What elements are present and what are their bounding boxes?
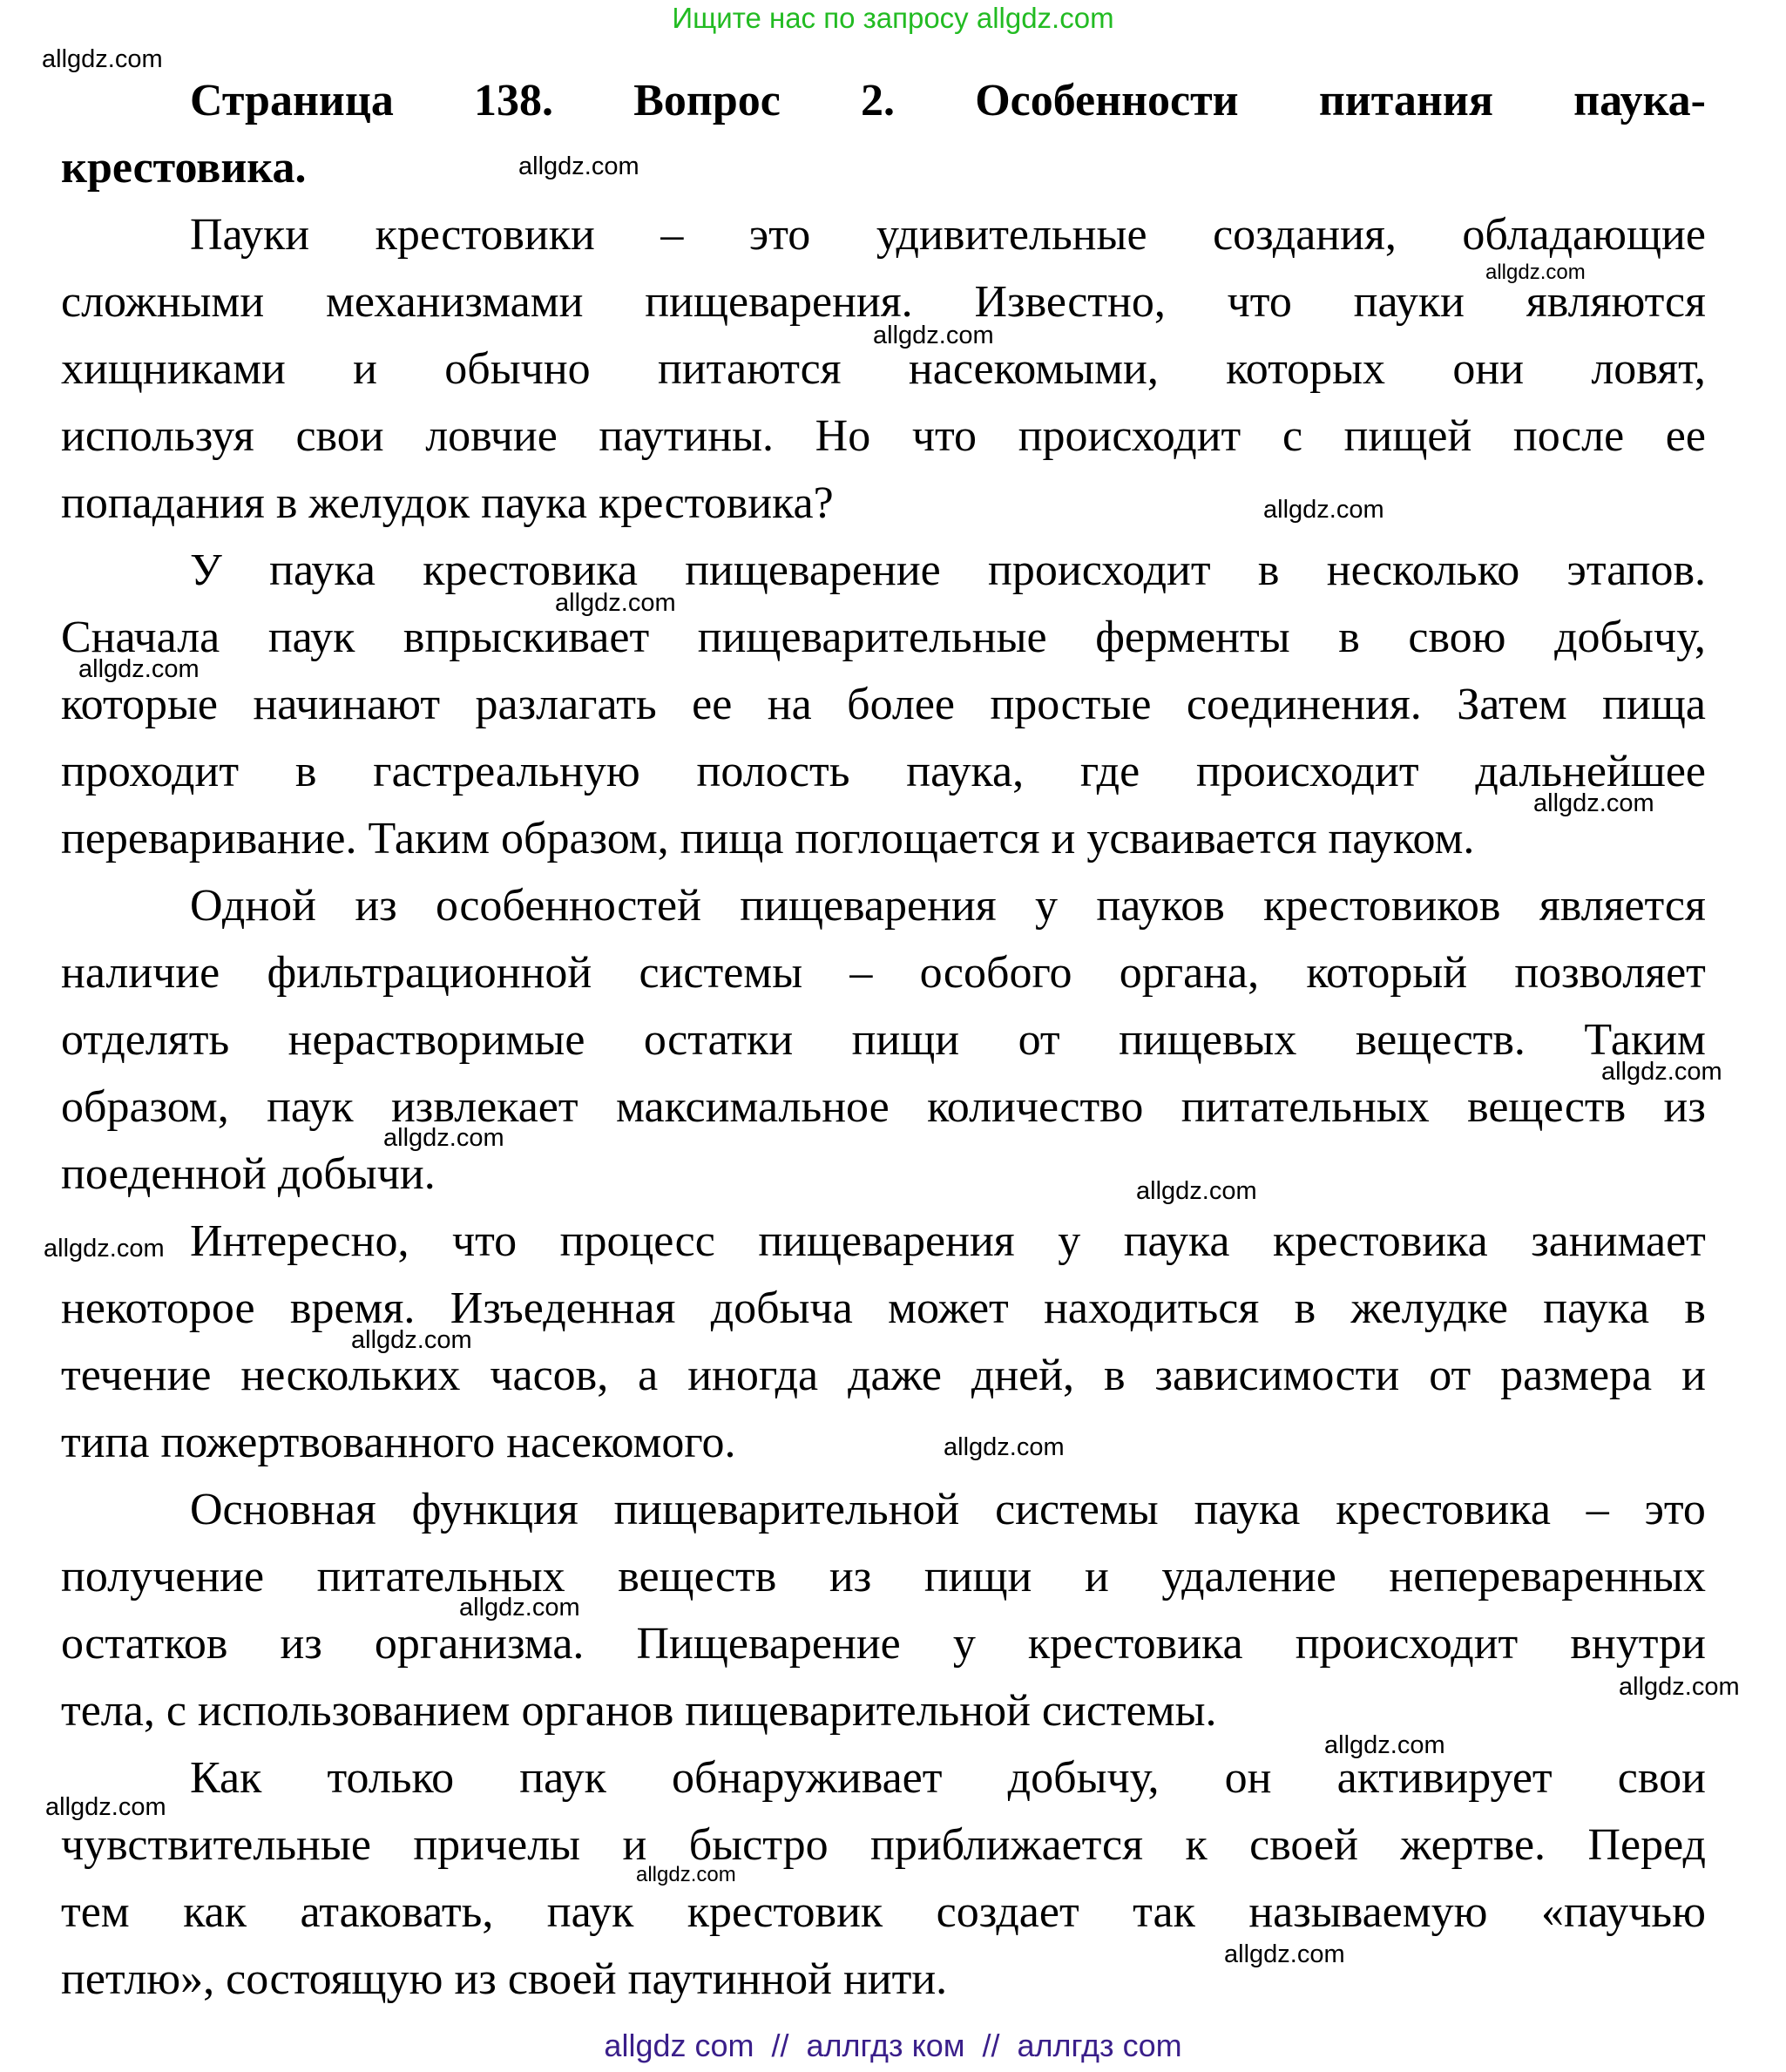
text-line xyxy=(61,403,1706,470)
word: он xyxy=(1224,1753,1272,1803)
word: из xyxy=(1663,1082,1706,1132)
word: петлю», состоящую из своей паутинной нити. xyxy=(61,1954,948,2004)
word: нерастворимые xyxy=(288,1015,585,1065)
word: Изъеденная xyxy=(450,1283,676,1333)
text-line xyxy=(61,1006,1706,1073)
word: даже xyxy=(848,1351,942,1400)
word: ее xyxy=(692,680,733,729)
text-line xyxy=(61,1811,1706,1879)
word: пищеварения xyxy=(758,1216,1015,1266)
word: своей xyxy=(1249,1820,1358,1870)
text-line xyxy=(61,1610,1706,1677)
word: особенностей xyxy=(436,881,701,931)
watermark: allgdz.com xyxy=(518,152,639,180)
word: попадания в желудок паука крестовика? xyxy=(61,478,834,528)
word: из xyxy=(280,1619,322,1669)
top-banner: Ищите нас по запросу allgdz.com xyxy=(672,2,1114,34)
word: и xyxy=(1681,1351,1706,1400)
word: несколько xyxy=(1326,545,1520,595)
word: а xyxy=(638,1351,659,1400)
word: занимает xyxy=(1531,1216,1706,1266)
word: механизмами xyxy=(325,277,584,327)
text-line xyxy=(61,470,1706,537)
word: Пищеварение xyxy=(636,1619,901,1669)
word: паук xyxy=(267,1082,354,1132)
word: «паучью xyxy=(1540,1887,1706,1937)
word: поеденной добычи. xyxy=(61,1149,436,1199)
text-line xyxy=(61,1543,1706,1610)
word: происходит xyxy=(1195,747,1419,796)
text-line xyxy=(61,1677,1706,1744)
watermark: allgdz.com xyxy=(44,1235,165,1263)
word: обычно xyxy=(444,344,591,394)
word: пищи xyxy=(851,1015,960,1065)
watermark: allgdz.com xyxy=(1485,261,1586,284)
word: из xyxy=(829,1552,872,1601)
word: веществ. xyxy=(1355,1015,1526,1065)
text-line xyxy=(61,537,1706,604)
word: создания, xyxy=(1213,210,1397,260)
word: свои xyxy=(1617,1753,1706,1803)
word: – xyxy=(849,948,873,998)
word: пищи xyxy=(923,1552,1032,1601)
word: они xyxy=(1452,344,1525,394)
word: приближается xyxy=(869,1820,1144,1870)
word: происходит xyxy=(1295,1619,1519,1669)
word: сложными xyxy=(61,277,265,327)
word: как xyxy=(183,1887,247,1937)
word: быстро xyxy=(688,1820,829,1870)
word: ловят, xyxy=(1591,344,1706,394)
word: У xyxy=(190,545,222,595)
word: добычу, xyxy=(1554,613,1706,662)
word: нескольких xyxy=(240,1351,461,1400)
word: Затем xyxy=(1457,680,1567,729)
word: это xyxy=(748,210,811,260)
word: паука, xyxy=(906,747,1025,796)
word: Сначала xyxy=(61,613,220,662)
word: паука xyxy=(1123,1216,1230,1266)
word: паука xyxy=(269,545,375,595)
word: крестовика. xyxy=(61,143,307,193)
word: пищеварительной xyxy=(613,1485,960,1534)
word: ферменты xyxy=(1095,613,1290,662)
word: крестовика xyxy=(1027,1619,1243,1669)
word: – xyxy=(1586,1485,1609,1534)
word: Перед xyxy=(1587,1820,1706,1870)
word: в xyxy=(1338,613,1360,662)
word: только xyxy=(327,1753,455,1803)
word: наличие xyxy=(61,948,220,998)
word: отделять xyxy=(61,1015,230,1065)
word: извлекает xyxy=(390,1082,578,1132)
word: из xyxy=(355,881,397,931)
word: в xyxy=(1294,1283,1316,1333)
word: происходит xyxy=(1018,411,1241,461)
word: процесс xyxy=(559,1216,715,1266)
word: Но xyxy=(815,411,871,461)
word: паука xyxy=(1543,1283,1650,1333)
word: причелы xyxy=(413,1820,581,1870)
word: некоторое xyxy=(61,1283,255,1333)
word: хищниками xyxy=(61,344,286,394)
word: полость xyxy=(696,747,850,796)
word: в xyxy=(294,747,317,796)
word: пища xyxy=(1602,680,1706,729)
word: веществ xyxy=(618,1552,777,1601)
word: – xyxy=(660,210,684,260)
word: обладающие xyxy=(1462,210,1706,260)
word: в xyxy=(1104,1351,1126,1400)
word: пищей xyxy=(1343,411,1472,461)
watermark: allgdz.com xyxy=(636,1863,736,1886)
word: Как xyxy=(190,1753,262,1803)
word: удаление xyxy=(1161,1552,1336,1601)
word: органа, xyxy=(1119,948,1260,998)
word: Особенности xyxy=(975,76,1239,125)
word: и xyxy=(353,344,377,394)
word: гастреальную xyxy=(373,747,640,796)
word: чувствительные xyxy=(61,1820,371,1870)
word: непереваренных xyxy=(1389,1552,1706,1601)
word: системы xyxy=(639,948,803,998)
word: ловчие xyxy=(425,411,558,461)
word: в xyxy=(1257,545,1280,595)
word: организма. xyxy=(374,1619,585,1669)
word: ее xyxy=(1665,411,1706,461)
word: крестовика xyxy=(1273,1216,1488,1266)
word: остатков xyxy=(61,1619,228,1669)
word: называемую xyxy=(1248,1887,1488,1937)
word: находиться xyxy=(1044,1283,1260,1333)
watermark: allgdz.com xyxy=(383,1124,504,1152)
word: что xyxy=(911,411,978,461)
word: соединения. xyxy=(1186,680,1422,729)
word: Известно, xyxy=(974,277,1166,327)
word: пищевых xyxy=(1119,1015,1297,1065)
watermark: allgdz.com xyxy=(1136,1177,1257,1205)
word: Страница xyxy=(190,76,394,125)
word: питательных xyxy=(316,1552,565,1601)
text-line xyxy=(61,604,1706,671)
word: крестовик xyxy=(687,1887,883,1937)
word: разлагать xyxy=(475,680,657,729)
word: фильтрационной xyxy=(267,948,592,998)
word: желудке xyxy=(1350,1283,1508,1333)
word: от xyxy=(1429,1351,1471,1400)
word: Основная xyxy=(190,1485,376,1534)
word: Одной xyxy=(190,881,316,931)
word: максимальное xyxy=(615,1082,890,1132)
word: пищеварение xyxy=(685,545,941,595)
word: у xyxy=(952,1619,976,1669)
word: и xyxy=(622,1820,647,1870)
text-line xyxy=(61,671,1706,738)
watermark: allgdz.com xyxy=(944,1433,1065,1461)
word: и xyxy=(1084,1552,1109,1601)
word: получение xyxy=(61,1552,265,1601)
page-title-line xyxy=(61,134,1706,201)
word: тем xyxy=(61,1887,130,1937)
word: переваривание. Таким образом, пища поглощается и усваивается пауком. xyxy=(61,814,1475,863)
watermark: allgdz.com xyxy=(42,45,163,73)
word: обнаруживает xyxy=(671,1753,943,1803)
word: насекомыми, xyxy=(908,344,1159,394)
word: который xyxy=(1306,948,1468,998)
word: время. xyxy=(289,1283,416,1333)
text-line xyxy=(61,805,1706,872)
watermark: allgdz.com xyxy=(78,655,200,683)
word: дальнейшее xyxy=(1475,747,1706,796)
word: добыча xyxy=(710,1283,853,1333)
word: количество xyxy=(927,1082,1144,1132)
word: более xyxy=(847,680,956,729)
word: размера xyxy=(1500,1351,1653,1400)
word: остатки xyxy=(643,1015,794,1065)
word: питательных xyxy=(1181,1082,1430,1132)
word: 2. xyxy=(861,76,896,125)
word: иногда xyxy=(687,1351,819,1400)
word: зависимости xyxy=(1154,1351,1400,1400)
word: с xyxy=(1282,411,1303,461)
word: питаются xyxy=(657,344,842,394)
word: пищеварения xyxy=(740,881,997,931)
word: которых xyxy=(1226,344,1386,394)
word: пауки xyxy=(1353,277,1465,327)
text-line xyxy=(61,1275,1706,1342)
word: пищеварения. xyxy=(645,277,913,327)
word: свои xyxy=(295,411,384,461)
word: от xyxy=(1018,1015,1060,1065)
word: жертве. xyxy=(1400,1820,1546,1870)
text-line xyxy=(61,1141,1706,1208)
word: питания xyxy=(1318,76,1493,125)
text-line xyxy=(61,1879,1706,1946)
word: паук xyxy=(267,613,355,662)
word: особого xyxy=(919,948,1072,998)
word: удивительные xyxy=(876,210,1147,260)
watermark: allgdz.com xyxy=(1224,1940,1345,1968)
word: внутри xyxy=(1570,1619,1706,1669)
word: свою xyxy=(1408,613,1506,662)
word: системы xyxy=(995,1485,1159,1534)
word: в xyxy=(1684,1283,1706,1333)
word: паутины. xyxy=(599,411,775,461)
word: Пауки xyxy=(190,210,310,260)
footer-links: allgdz com // аллгдз ком // аллгдз com xyxy=(604,2028,1182,2063)
page-title-line xyxy=(61,67,1706,134)
watermark: allgdz.com xyxy=(1601,1058,1722,1086)
word: пауков xyxy=(1096,881,1225,931)
word: тела, с использованием органов пищеварительной системы. xyxy=(61,1686,1217,1736)
watermark: allgdz.com xyxy=(459,1594,580,1622)
word: где xyxy=(1079,747,1140,796)
word: Интересно, xyxy=(190,1216,409,1266)
word: атаковать, xyxy=(300,1887,494,1937)
word: добычу, xyxy=(1007,1753,1160,1803)
word: что xyxy=(1227,277,1292,327)
word: дней, xyxy=(971,1351,1075,1400)
word: течение xyxy=(61,1351,212,1400)
watermark: allgdz.com xyxy=(1619,1673,1740,1701)
word: происходит xyxy=(988,545,1211,595)
word: которые xyxy=(61,680,218,729)
text-line xyxy=(61,872,1706,939)
word: проходит xyxy=(61,747,240,796)
word: позволяет xyxy=(1514,948,1706,998)
word: является xyxy=(1539,881,1706,931)
text-line xyxy=(61,1744,1706,1811)
word: пищеварительные xyxy=(697,613,1047,662)
word: паук xyxy=(546,1887,634,1937)
text-line xyxy=(61,738,1706,805)
word: Вопрос xyxy=(633,76,781,125)
watermark: allgdz.com xyxy=(555,589,676,617)
word: крестовика xyxy=(423,545,638,595)
word: образом, xyxy=(61,1082,229,1132)
text-line xyxy=(61,1073,1706,1141)
text-line xyxy=(61,1476,1706,1543)
watermark: allgdz.com xyxy=(1533,789,1654,817)
word: паук xyxy=(519,1753,606,1803)
watermark: allgdz.com xyxy=(1263,496,1384,524)
word: этапов. xyxy=(1566,545,1706,595)
word: это xyxy=(1644,1485,1706,1534)
word: может xyxy=(888,1283,1009,1333)
word: 138. xyxy=(474,76,554,125)
text-line xyxy=(61,201,1706,268)
word: простые xyxy=(990,680,1152,729)
word: у xyxy=(1035,881,1059,931)
watermark: allgdz.com xyxy=(873,322,994,349)
word: паука xyxy=(1194,1485,1301,1534)
word: крестовиков xyxy=(1263,881,1501,931)
word: крестовика xyxy=(1336,1485,1551,1534)
text-line xyxy=(61,1342,1706,1409)
watermark: allgdz.com xyxy=(351,1326,472,1354)
word: функция xyxy=(411,1485,578,1534)
word: Таким xyxy=(1584,1015,1706,1065)
text-line xyxy=(61,1409,1706,1476)
watermark: allgdz.com xyxy=(45,1793,166,1821)
word: являются xyxy=(1526,277,1706,327)
word: впрыскивает xyxy=(403,613,650,662)
word: так xyxy=(1133,1887,1195,1937)
word: веществ xyxy=(1467,1082,1627,1132)
word: начинают xyxy=(253,680,441,729)
word: к xyxy=(1185,1820,1208,1870)
word: на xyxy=(767,680,812,729)
text-line xyxy=(61,1946,1706,2013)
word: крестовики xyxy=(375,210,595,260)
word: создает xyxy=(936,1887,1079,1937)
text-line xyxy=(61,1208,1706,1275)
word: активирует xyxy=(1336,1753,1553,1803)
word: что xyxy=(451,1216,518,1266)
word: типа пожертвованного насекомого. xyxy=(61,1418,736,1467)
text-line xyxy=(61,939,1706,1006)
word: часов, xyxy=(490,1351,609,1400)
word: используя xyxy=(61,411,254,461)
document-body xyxy=(61,67,1706,2013)
watermark: allgdz.com xyxy=(1324,1731,1445,1759)
word: паука- xyxy=(1573,76,1706,125)
word: после xyxy=(1512,411,1625,461)
word: у xyxy=(1058,1216,1081,1266)
